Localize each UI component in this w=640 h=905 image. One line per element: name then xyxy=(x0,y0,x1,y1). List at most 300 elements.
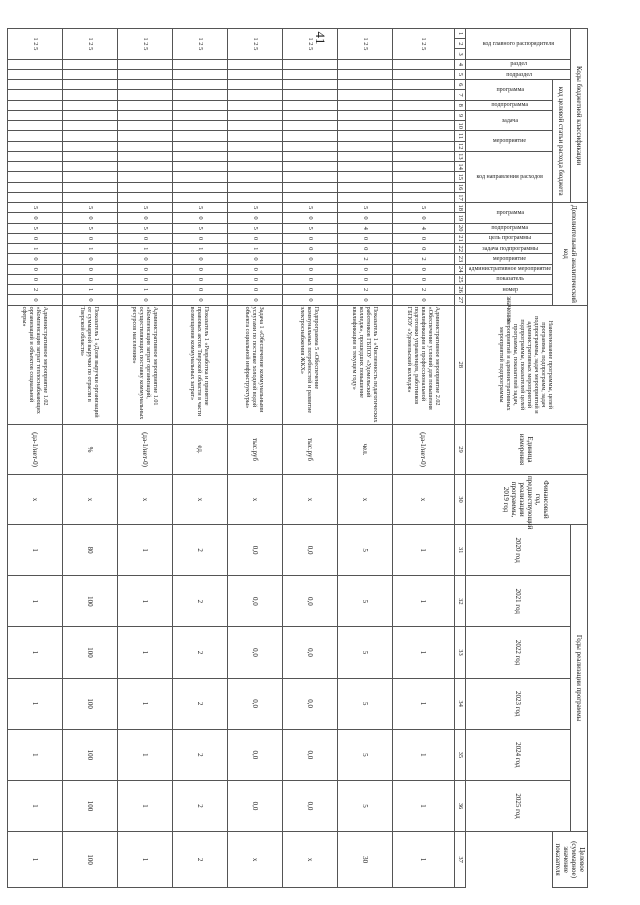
analytic-code-cell: 0 xyxy=(337,295,392,305)
budget-code-cell xyxy=(117,110,172,120)
year-value-cell: 1 xyxy=(117,627,172,678)
budget-code-cell xyxy=(62,110,117,120)
subsection-label: подраздел xyxy=(506,71,532,78)
budget-code-cell xyxy=(392,131,454,141)
base-year-cell: х xyxy=(62,475,117,525)
analytic-code-cell: 0 xyxy=(392,233,454,243)
year-value-cell: 5 xyxy=(337,576,392,627)
unit-cell: (да-1/нет-0) xyxy=(7,425,62,475)
unit-column-header: Единица измерения xyxy=(465,425,587,475)
budget-code-cell xyxy=(392,182,454,192)
budget-code-cell xyxy=(337,182,392,192)
an-program-label: программа xyxy=(496,209,524,216)
budget-code-cell xyxy=(172,110,227,120)
budget-code-cell xyxy=(172,192,227,202)
analytic-code-cell: 5 xyxy=(282,223,337,233)
table-row xyxy=(282,29,337,888)
column-number: 31 xyxy=(454,525,465,576)
column-number: 18 xyxy=(454,203,465,213)
an-task-label: задача подпрограммы xyxy=(482,245,538,252)
subprogram-code-label: подпрограмма xyxy=(491,102,529,109)
kgr-code-cell: 1 2 5 xyxy=(172,29,227,60)
column-number: 8 xyxy=(454,100,465,110)
budget-code-cell xyxy=(117,162,172,172)
analytic-code-cell: 0 xyxy=(282,213,337,223)
budget-code-cell xyxy=(282,59,337,69)
column-number: 25 xyxy=(454,274,465,284)
budget-code-cell xyxy=(7,59,62,69)
column-number: 33 xyxy=(454,627,465,678)
column-number: 27 xyxy=(454,295,465,305)
year-value-cell: 0,0 xyxy=(227,678,282,729)
year-value-cell: 2 xyxy=(172,780,227,831)
analytic-code-cell: 0 xyxy=(117,254,172,264)
budget-code-cell xyxy=(117,192,172,202)
year-value-cell: 5 xyxy=(337,729,392,780)
analytic-code-cell: 0 xyxy=(117,295,172,305)
budget-code-cell xyxy=(282,131,337,141)
budget-code-cell xyxy=(117,131,172,141)
budget-code-cell xyxy=(337,80,392,90)
budget-code-cell xyxy=(62,69,117,79)
budget-code-cell xyxy=(392,110,454,120)
column-number: 12 xyxy=(454,141,465,151)
column-number-row xyxy=(454,29,465,888)
budget-code-cell xyxy=(227,141,282,151)
table-sheet xyxy=(20,28,588,888)
year-value-cell: 100 xyxy=(62,576,117,627)
budget-code-cell xyxy=(227,59,282,69)
budget-code-cell xyxy=(117,59,172,69)
analytic-code-cell: 5 xyxy=(62,203,117,213)
budget-code-cell xyxy=(62,162,117,172)
column-number: 2 xyxy=(454,39,465,49)
year-value-cell: 1 xyxy=(7,627,62,678)
budget-code-cell xyxy=(227,100,282,110)
year-value-cell: 2 xyxy=(172,576,227,627)
analytic-code-cell: 0 xyxy=(227,213,282,223)
analytic-code-cell: 1 xyxy=(227,244,282,254)
target-value-cell: х xyxy=(227,832,282,888)
budget-code-cell xyxy=(172,80,227,90)
analytic-code-cell: 0 xyxy=(172,233,227,243)
budget-code-cell xyxy=(7,141,62,151)
analytic-code-cell: 0 xyxy=(172,213,227,223)
target-sub-header: значение xyxy=(465,295,552,305)
budget-code-cell xyxy=(117,182,172,192)
analytic-code-cell: 0 xyxy=(282,254,337,264)
direction-code-label: код направления расходов xyxy=(476,173,544,180)
column-number: 4 xyxy=(454,59,465,69)
budget-code-cell xyxy=(172,100,227,110)
extra-class-header: Дополнительный аналитический код xyxy=(553,203,588,305)
budget-code-cell xyxy=(227,69,282,79)
year-value-cell: 1 xyxy=(392,525,454,576)
analytic-code-cell: 0 xyxy=(117,274,172,284)
column-number: 15 xyxy=(454,172,465,182)
target-value-cell: х xyxy=(282,832,337,888)
budget-code-cell xyxy=(62,100,117,110)
unit-cell: ед. xyxy=(172,425,227,475)
year-2020: 2020 год xyxy=(465,525,570,576)
year-value-cell: 0,0 xyxy=(282,678,337,729)
analytic-code-cell: 2 xyxy=(337,254,392,264)
year-value-cell: 1 xyxy=(392,576,454,627)
analytic-code-cell: 0 xyxy=(392,213,454,223)
budget-code-cell xyxy=(227,131,282,141)
base-year-cell: х xyxy=(172,475,227,525)
year-value-cell: 0,0 xyxy=(227,780,282,831)
budget-code-cell xyxy=(172,182,227,192)
budget-code-cell xyxy=(117,80,172,90)
column-number: 10 xyxy=(454,121,465,131)
an-event-label: мероприятие xyxy=(493,255,527,262)
analytic-code-cell: 5 xyxy=(392,203,454,213)
unit-cell: % xyxy=(62,425,117,475)
column-number: 16 xyxy=(454,182,465,192)
column-number: 21 xyxy=(454,233,465,243)
kgr-label: код главного распорядителя xyxy=(483,40,555,47)
analytic-code-cell: 0 xyxy=(117,213,172,223)
program-table xyxy=(7,28,588,888)
year-value-cell: 2 xyxy=(172,729,227,780)
budget-code-cell xyxy=(172,141,227,151)
section-label: раздел xyxy=(510,61,528,68)
budget-code-cell xyxy=(392,59,454,69)
year-value-cell: 1 xyxy=(117,729,172,780)
analytic-code-cell: 0 xyxy=(337,233,392,243)
budget-code-cell xyxy=(62,131,117,141)
base-year-header: Финансовый год, предшествующий реализации программы, 2019 год xyxy=(465,475,587,525)
analytic-code-cell: 1 xyxy=(62,285,117,295)
year-value-cell: 100 xyxy=(62,678,117,729)
budget-class-header: Коды бюджетной классификации xyxy=(571,29,588,203)
budget-code-cell xyxy=(7,162,62,172)
analytic-code-cell: 4 xyxy=(337,223,392,233)
budget-code-cell xyxy=(392,141,454,151)
analytic-code-cell: 0 xyxy=(282,264,337,274)
analytic-code-cell: 0 xyxy=(392,274,454,284)
budget-code-cell xyxy=(7,90,62,100)
base-year-cell: х xyxy=(7,475,62,525)
analytic-code-cell: 0 xyxy=(7,233,62,243)
budget-code-cell xyxy=(7,151,62,161)
item-name-cell: Показатель 1 «Разработка и принятие правовых актов Тверской области в части возмещения коммунальных затрат» xyxy=(172,305,227,424)
analytic-code-cell: 5 xyxy=(117,223,172,233)
column-number: 9 xyxy=(454,110,465,120)
analytic-code-cell: 0 xyxy=(337,274,392,284)
item-name-cell: Показатель 1 «Численность педагогических работников ГБПОУ «Удомельский колледж», прошедших повышение квалификации в текущем году» xyxy=(337,305,392,424)
an-subprogram-label: подпрограмма xyxy=(491,225,529,232)
budget-code-cell xyxy=(117,90,172,100)
unit-cell: тыс.руб xyxy=(227,425,282,475)
budget-code-cell xyxy=(117,121,172,131)
kgr-code-cell: 1 2 5 xyxy=(117,29,172,60)
budget-code-cell xyxy=(282,172,337,182)
analytic-code-cell: 1 xyxy=(117,285,172,295)
year-2021: 2021 год xyxy=(465,576,570,627)
base-year-cell: х xyxy=(227,475,282,525)
year-2024: 2024 год xyxy=(465,729,570,780)
budget-code-cell xyxy=(392,90,454,100)
analytic-code-cell: 2 xyxy=(392,254,454,264)
year-value-cell: 0,0 xyxy=(282,627,337,678)
analytic-code-cell: 1 xyxy=(62,244,117,254)
column-number: 5 xyxy=(454,69,465,79)
analytic-code-cell: 5 xyxy=(282,203,337,213)
budget-code-cell xyxy=(172,69,227,79)
item-name-cell: Показатель 1 «Доля выручки организаций от суммарной выручки по отрасли в Тверской области» xyxy=(62,305,117,424)
analytic-code-cell: 2 xyxy=(337,285,392,295)
column-number: 19 xyxy=(454,213,465,223)
budget-code-cell xyxy=(227,192,282,202)
budget-code-cell xyxy=(337,100,392,110)
budget-code-cell xyxy=(172,131,227,141)
year-value-cell: 0,0 xyxy=(227,576,282,627)
analytic-code-cell: 0 xyxy=(337,213,392,223)
budget-code-cell xyxy=(282,90,337,100)
analytic-code-cell: 0 xyxy=(117,233,172,243)
budget-code-cell xyxy=(337,90,392,100)
budget-code-cell xyxy=(227,162,282,172)
year-value-cell: 2 xyxy=(172,525,227,576)
year-value-cell: 100 xyxy=(62,729,117,780)
budget-code-cell xyxy=(337,131,392,141)
kgr-code-cell: 1 2 5 xyxy=(282,29,337,60)
name-column-header: Наименование программы, целей программы, подпрограмм, задач подпрограммы, задач мероприятий и административных мероприятий подпрограммы, показателей целей программы, показателей задач, мероприятий и административных мероприятий подпрограммы xyxy=(465,305,587,424)
budget-code-cell xyxy=(392,69,454,79)
year-value-cell: 5 xyxy=(337,678,392,729)
table-row xyxy=(117,29,172,888)
column-number: 17 xyxy=(454,192,465,202)
budget-code-cell xyxy=(117,100,172,110)
program-code-label: программа xyxy=(496,86,524,93)
analytic-code-cell: 0 xyxy=(282,233,337,243)
analytic-code-cell: 2 xyxy=(392,285,454,295)
column-number: 20 xyxy=(454,223,465,233)
budget-code-cell xyxy=(172,90,227,100)
budget-code-cell xyxy=(282,151,337,161)
table-row xyxy=(62,29,117,888)
budget-code-cell xyxy=(282,80,337,90)
year-value-cell: 0,0 xyxy=(227,729,282,780)
budget-code-cell xyxy=(282,141,337,151)
year-value-cell: 2 xyxy=(172,678,227,729)
budget-code-cell xyxy=(117,69,172,79)
analytic-code-cell: 5 xyxy=(227,223,282,233)
year-value-cell: 1 xyxy=(117,678,172,729)
column-number: 24 xyxy=(454,264,465,274)
budget-code-cell xyxy=(7,192,62,202)
analytic-code-cell: 0 xyxy=(392,264,454,274)
budget-code-cell xyxy=(282,121,337,131)
year-value-cell: 0,0 xyxy=(282,576,337,627)
column-number: 28 xyxy=(454,305,465,424)
budget-code-cell xyxy=(227,110,282,120)
analytic-code-cell: 0 xyxy=(392,295,454,305)
year-value-cell: 100 xyxy=(62,627,117,678)
analytic-code-cell: 0 xyxy=(227,295,282,305)
budget-code-cell xyxy=(62,80,117,90)
budget-code-cell xyxy=(337,151,392,161)
analytic-code-cell: 0 xyxy=(392,244,454,254)
budget-code-cell xyxy=(282,100,337,110)
budget-code-cell xyxy=(392,151,454,161)
column-number: 34 xyxy=(454,678,465,729)
year-value-cell: 1 xyxy=(392,678,454,729)
kgr-code-cell: 1 2 5 xyxy=(62,29,117,60)
year-value-cell: 1 xyxy=(392,627,454,678)
kgr-code-cell: 1 2 5 xyxy=(337,29,392,60)
year-value-cell: 1 xyxy=(7,729,62,780)
budget-code-cell xyxy=(62,151,117,161)
analytic-code-cell: 0 xyxy=(62,274,117,284)
year-value-cell: 5 xyxy=(337,780,392,831)
table-row xyxy=(337,29,392,888)
budget-code-cell xyxy=(337,59,392,69)
budget-code-cell xyxy=(392,192,454,202)
target-value-cell: 1 xyxy=(7,832,62,888)
column-number: 3 xyxy=(454,49,465,59)
year-value-cell: 5 xyxy=(337,525,392,576)
an-indicator-label: показатель xyxy=(496,276,524,283)
analytic-code-cell: 5 xyxy=(117,203,172,213)
budget-code-cell xyxy=(227,80,282,90)
budget-code-cell xyxy=(7,80,62,90)
year-value-cell: 1 xyxy=(7,525,62,576)
kgr-code-cell: 1 2 5 xyxy=(392,29,454,60)
budget-code-cell xyxy=(282,162,337,172)
budget-code-cell xyxy=(7,110,62,120)
target-value-cell: 100 xyxy=(62,832,117,888)
base-year-cell: х xyxy=(282,475,337,525)
analytic-code-cell: 0 xyxy=(172,264,227,274)
analytic-code-cell: 0 xyxy=(172,285,227,295)
budget-code-cell xyxy=(117,151,172,161)
analytic-code-cell: 5 xyxy=(337,203,392,213)
task-code-label: задача xyxy=(501,117,518,124)
base-year-cell: х xyxy=(117,475,172,525)
year-2023: 2023 год xyxy=(465,678,570,729)
analytic-code-cell: 0 xyxy=(282,244,337,254)
year-value-cell: 0,0 xyxy=(282,729,337,780)
csr-header: код целевой статьи расхода бюджета xyxy=(553,80,571,203)
item-name-cell: Подпрограмма 5 «Обеспечение коммунальных потребностей и развитие электроснабжения ЖКХ» xyxy=(282,305,337,424)
year-value-cell: 1 xyxy=(392,780,454,831)
analytic-code-cell: 0 xyxy=(7,274,62,284)
budget-code-cell xyxy=(392,172,454,182)
analytic-code-cell: 0 xyxy=(227,274,282,284)
budget-code-cell xyxy=(337,172,392,182)
budget-code-cell xyxy=(7,131,62,141)
target-value-cell: 1 xyxy=(117,832,172,888)
target-value-cell: 1 xyxy=(392,832,454,888)
item-name-cell: Административное мероприятие 2.02 «Обеспечение условий для повышения квалификации и профессиональной подготовки управленцев, работников ГБПОУ «Удомельский колледж» xyxy=(392,305,454,424)
table-row xyxy=(7,29,62,888)
year-2022: 2022 год xyxy=(465,627,570,678)
analytic-code-cell: 5 xyxy=(172,203,227,213)
budget-code-cell xyxy=(172,59,227,69)
unit-cell: (да-1/нет-0) xyxy=(117,425,172,475)
year-value-cell: 0,0 xyxy=(227,627,282,678)
budget-code-cell xyxy=(337,162,392,172)
analytic-code-cell: 4 xyxy=(392,223,454,233)
column-number: 36 xyxy=(454,780,465,831)
analytic-code-cell: 0 xyxy=(7,295,62,305)
column-number: 22 xyxy=(454,244,465,254)
column-number: 30 xyxy=(454,475,465,525)
page-number: 41 xyxy=(313,31,328,45)
column-number: 11 xyxy=(454,131,465,141)
kgr-code-cell: 1 2 5 xyxy=(7,29,62,60)
budget-code-cell xyxy=(227,90,282,100)
budget-code-cell xyxy=(62,182,117,192)
analytic-code-cell: 0 xyxy=(337,264,392,274)
analytic-code-cell: 0 xyxy=(62,233,117,243)
year-value-cell: 1 xyxy=(7,576,62,627)
years-header: Годы реализации программы xyxy=(571,525,588,832)
analytic-code-cell: 0 xyxy=(282,274,337,284)
budget-code-cell xyxy=(227,121,282,131)
analytic-code-cell: 0 xyxy=(62,264,117,274)
budget-code-cell xyxy=(7,121,62,131)
analytic-code-cell: 5 xyxy=(7,223,62,233)
analytic-code-cell: 0 xyxy=(227,285,282,295)
budget-code-cell xyxy=(117,141,172,151)
an-goal-label: цель программы xyxy=(488,235,531,242)
analytic-code-cell: 1 xyxy=(117,244,172,254)
budget-code-cell xyxy=(337,110,392,120)
analytic-code-cell: 5 xyxy=(227,203,282,213)
budget-code-cell xyxy=(392,121,454,131)
budget-code-cell xyxy=(7,100,62,110)
analytic-code-cell: 0 xyxy=(7,264,62,274)
column-number: 1 xyxy=(454,29,465,39)
year-value-cell: 1 xyxy=(117,576,172,627)
base-year-cell: х xyxy=(392,475,454,525)
year-value-cell: 1 xyxy=(7,678,62,729)
table-row xyxy=(227,29,282,888)
budget-code-cell xyxy=(62,121,117,131)
budget-code-cell xyxy=(62,59,117,69)
table-row xyxy=(392,29,454,888)
analytic-code-cell: 2 xyxy=(7,285,62,295)
budget-code-cell xyxy=(172,151,227,161)
budget-code-cell xyxy=(282,110,337,120)
analytic-code-cell: 5 xyxy=(62,223,117,233)
budget-code-cell xyxy=(392,100,454,110)
budget-code-cell xyxy=(7,69,62,79)
analytic-code-cell: 0 xyxy=(172,274,227,284)
column-number: 32 xyxy=(454,576,465,627)
analytic-code-cell: 1 xyxy=(172,244,227,254)
column-number: 6 xyxy=(454,80,465,90)
analytic-code-cell: 5 xyxy=(7,203,62,213)
an-admin-label: административное мероприятие xyxy=(468,266,551,273)
analytic-code-cell: 0 xyxy=(172,254,227,264)
analytic-code-cell: 1 xyxy=(7,244,62,254)
budget-code-cell xyxy=(392,80,454,90)
analytic-code-cell: 0 xyxy=(227,264,282,274)
column-number: 7 xyxy=(454,90,465,100)
year-value-cell: 0,0 xyxy=(227,525,282,576)
unit-cell: тыс.руб xyxy=(282,425,337,475)
budget-code-cell xyxy=(282,69,337,79)
budget-code-cell xyxy=(62,172,117,182)
target-value-cell: 30 xyxy=(337,832,392,888)
budget-code-cell xyxy=(172,121,227,131)
analytic-code-cell: 0 xyxy=(7,254,62,264)
